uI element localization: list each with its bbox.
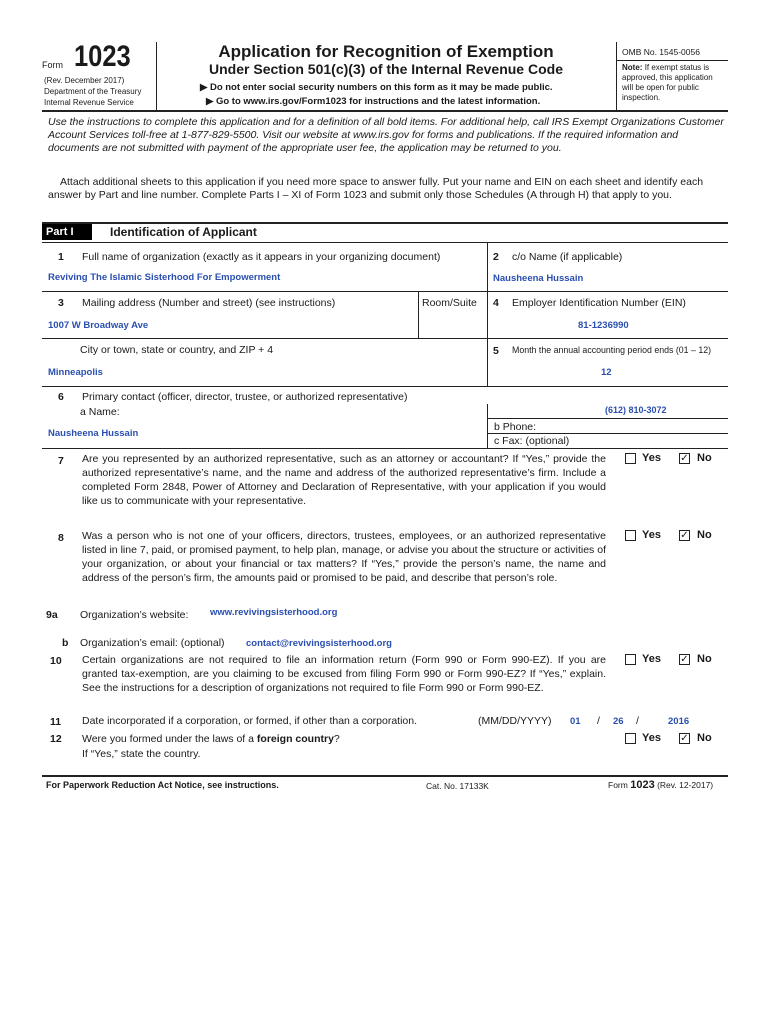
email-field[interactable]: contact@revivingsisterhood.org [246, 638, 392, 649]
line-1-number: 1 [58, 251, 64, 263]
footer-form-id [608, 779, 713, 791]
paperwork-notice: For Paperwork Reduction Act Notice, see instructions. [46, 780, 279, 790]
line-5-label: Month the annual accounting period ends (01 – 12) [512, 345, 712, 355]
line-7-number: 7 [58, 455, 64, 467]
line-2-label: c/o Name (if applicable) [512, 251, 623, 263]
organization-name-field[interactable]: Reviving The Islamic Sisterhood For Empowerment [48, 272, 281, 283]
date-format-label: (MM/DD/YYYY) [478, 715, 552, 727]
line-10-yes-label: Yes [642, 653, 661, 665]
date-month-field[interactable]: 01 [570, 716, 581, 727]
city-label: City or town, state or country, and ZIP + 4 [80, 344, 274, 356]
ein-field[interactable]: 81-1236990 [578, 320, 629, 331]
footer-form-number: 1023 [630, 779, 655, 791]
line-9b-label: Organization’s email: (optional) [80, 637, 225, 649]
line-9a-label: Organization’s website: [80, 609, 189, 621]
ssn-warning-text: Do not enter social security numbers on this form as it may be made public. [209, 82, 553, 93]
date-separator-2: / [636, 715, 639, 727]
line-6-label: Primary contact (officer, director, trustee, or authorized representative) [82, 391, 408, 403]
omb-number: OMB No. 1545-0056 [622, 47, 700, 57]
note-text: If exempt status is approved, this application will be open for public inspection. [622, 63, 713, 102]
note-label: Note: [622, 63, 643, 72]
phone-field[interactable]: (612) 810-3072 [605, 405, 667, 415]
line-7-no-checkbox[interactable]: ✓ [680, 453, 689, 464]
line-1-label: Full name of organization (exactly as it appears in your organizing document) [82, 251, 441, 263]
care-of-name-field[interactable]: Nausheena Hussain [493, 273, 584, 284]
contact-name-field[interactable]: Nausheena Hussain [48, 428, 139, 439]
line-10-yes-checkbox[interactable] [625, 654, 636, 665]
ssn-warning: ▶ Do not enter social security numbers on this form as it may be made public. [200, 82, 553, 93]
form-subtitle: Under Section 501(c)(3) of the Internal Revenue Code [209, 61, 563, 77]
date-day-field[interactable]: 26 [613, 716, 624, 727]
line-8-yes-label: Yes [642, 529, 661, 541]
catalog-number: Cat. No. 17133K [426, 781, 489, 791]
line-9b-number: b [62, 637, 69, 649]
line-8-text: Was a person who is not one of your officers, directors, trustees, employees, or an authorized representative listed in line 7, paid, or promised payment, to help plan, manage, or advise you about the structure or activities of your organization, or about your financial or tax matters? If “Yes,” provide the person’s name, the name and address of the person’s firm, the amounts paid or promised to be paid, and describe that person’s role. [82, 530, 606, 584]
line-11-text: Date incorporated if a corporation, or formed, if other than a corporation. [82, 715, 418, 727]
line-9a-number: 9a [46, 609, 58, 621]
line-8-no-label: No [697, 529, 712, 541]
line-3-label: Mailing address (Number and street) (see instructions) [82, 297, 336, 309]
footer-revision: (Rev. 12-2017) [657, 780, 714, 790]
form-revision: (Rev. December 2017) [44, 76, 125, 85]
line-7-text: Are you represented by an authorized representative, such as an attorney or accountant? If “Yes,” provide the authorized representative’s name, and the name and address of the authorized representative’s firm. Include a completed Form 2848, Power of Attorney and Declaration of Representative, with your application if you would like us to communicate with your representative. [82, 453, 606, 507]
line-7-no-label: No [697, 452, 712, 464]
line-6b-label: b Phone: [494, 421, 537, 433]
instructions-link-line: ▶ Go to www.irs.gov/Form1023 for instructions and the latest information. [206, 96, 541, 107]
line-12-yes-checkbox[interactable] [625, 733, 636, 744]
line-2-number: 2 [493, 251, 499, 263]
line-4-label: Employer Identification Number (EIN) [512, 297, 686, 309]
accounting-month-field[interactable]: 12 [601, 367, 612, 378]
form-label: Form [42, 60, 63, 70]
line-8-number: 8 [58, 532, 64, 544]
line-10-no-checkbox[interactable]: ✓ [680, 654, 689, 665]
form-title: Application for Recognition of Exemption [218, 42, 554, 61]
city-field[interactable]: Minneapolis [48, 367, 103, 378]
line-8-no-checkbox[interactable]: ✓ [680, 530, 689, 541]
line-11-number: 11 [50, 716, 62, 728]
instructions-link-text[interactable]: Go to www.irs.gov/Form1023 for instructions and the latest information. [215, 96, 541, 107]
line-6c-label: c Fax: (optional) [494, 435, 570, 447]
line-4-number: 4 [493, 297, 499, 309]
line-6-number: 6 [58, 391, 64, 403]
agency: Internal Revenue Service [44, 98, 134, 107]
part-title: Identification of Applicant [110, 225, 257, 239]
date-separator-1: / [597, 715, 600, 727]
footer-form-word: Form [608, 780, 628, 790]
public-inspection-note [622, 63, 726, 103]
date-year-field[interactable]: 2016 [668, 716, 690, 727]
line-7-yes-label: Yes [642, 452, 661, 464]
intro-paragraph-1: Use the instructions to complete this application and for a definition of all bold items. For additional help, call IRS Exempt Organizations Customer Account Services toll-free at 1-877-829-5500. Visit our website at www.irs.gov for forms and publications. If the required information and documents are not submitted with payment of the appropriate user fee, the application may be returned to you. [48, 116, 724, 154]
mailing-address-field[interactable]: 1007 W Broadway Ave [48, 320, 149, 331]
line-12-subtext: If “Yes,” state the country. [82, 748, 201, 760]
website-field[interactable]: www.revivingsisterhood.org [210, 607, 338, 618]
line-12-no-label: No [697, 732, 712, 744]
line-12-number: 12 [50, 733, 62, 745]
line-5-number: 5 [493, 345, 499, 357]
part-tag: Part I [42, 224, 92, 240]
intro-paragraph-2: Attach additional sheets to this application if you need more space to answer fully. Put your name and EIN on each sheet and identify each answer by Part and line number. Complete Parts I – XI of Form 1023 and submit only those Schedules (A through H) that apply to you. [48, 176, 704, 201]
line-10-number: 10 [50, 655, 62, 667]
line-3-number: 3 [58, 297, 64, 309]
room-suite-label: Room/Suite [422, 297, 477, 309]
line-12-text: Were you formed under the laws of a foreign country? [82, 733, 340, 745]
line-10-text: Certain organizations are not required to file an information return (Form 990 or Form 990-EZ). If you are granted tax-exemption, are you claiming to be excused from filing Form 990 or Form 990-EZ? If “Yes,” explain. See the instructions for a description of organizations not required to file Form 990 or Form 990-EZ. [82, 654, 606, 694]
line-7-yes-checkbox[interactable] [625, 453, 636, 464]
department: Department of the Treasury [44, 87, 142, 96]
line-8-yes-checkbox[interactable] [625, 530, 636, 541]
form-number: 1023 [74, 40, 131, 73]
line-10-no-label: No [697, 653, 712, 665]
line-12-no-checkbox[interactable]: ✓ [680, 733, 689, 744]
line-6a-label: a Name: [80, 406, 120, 418]
line-12-yes-label: Yes [642, 732, 661, 744]
